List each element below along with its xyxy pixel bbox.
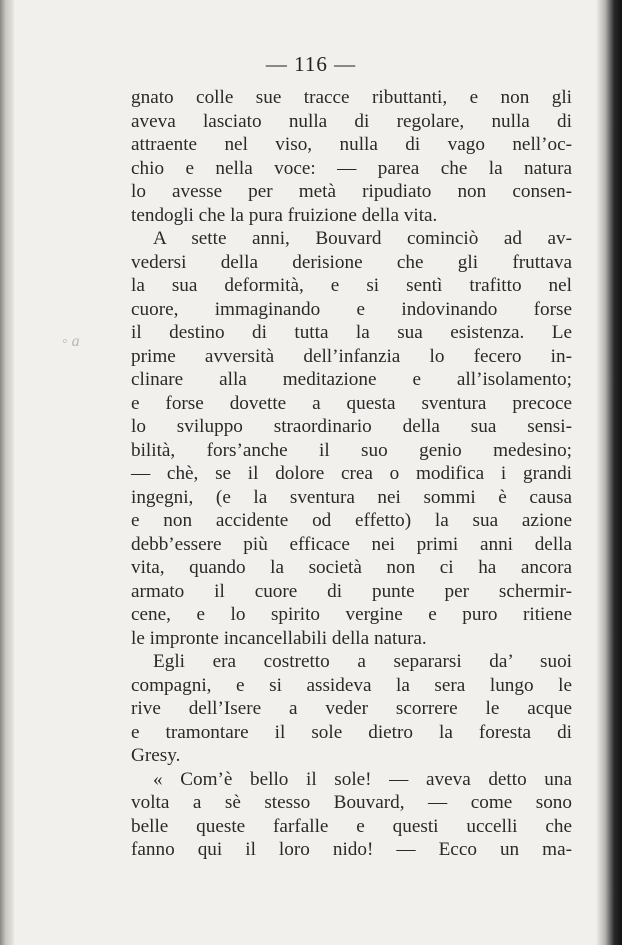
text-line: Egli era costretto a separarsi da’ suoi	[153, 651, 572, 672]
text-line: bilità, fors’anche il suo genio medesino;	[131, 439, 572, 461]
text-line: « Com’è bello il sole! — aveva detto una	[153, 768, 572, 790]
text-line: il destino di tutta la sua esistenza. Le	[131, 322, 572, 343]
text-line: lo avesse per metà ripudiato non consen-	[131, 181, 572, 202]
text-line: cene, e lo spirito vergine e puro ritiene	[131, 604, 572, 625]
text-line: — chè, se il dolore crea o modifica i grandi	[131, 463, 572, 484]
page-left-edge	[0, 0, 14, 945]
text-line: ingegni, (e la sventura nei sommi è causa	[131, 486, 572, 508]
text-line: le impronte incancellabili della natura.	[131, 627, 427, 649]
text-line: belle queste farfalle e questi uccelli che	[131, 815, 572, 837]
text-line: attraente nel viso, nulla di vago nell’oc-	[131, 134, 572, 155]
text-line: la sua deformità, e si sentì trafitto nel	[131, 275, 572, 296]
text-line: A sette anni, Bouvard cominciò ad av-	[153, 228, 572, 249]
text-line: e non accidente od effetto) la sua azione	[131, 510, 572, 531]
text-line: aveva lasciato nulla di regolare, nulla di	[131, 110, 572, 132]
text-line: debb’essere più efficace nei primi anni della	[131, 533, 572, 555]
text-line: prime avversità dell’infanzia lo fecero in-	[131, 345, 572, 367]
text-line: fanno qui il loro nido! — Ecco un ma-	[131, 839, 572, 860]
text-line: e tramontare il sole dietro la foresta di	[131, 721, 572, 743]
text-line: cuore, immaginando e indovinando forse	[131, 298, 572, 320]
text-line: gnato colle sue tracce ributtanti, e non gli	[131, 87, 572, 108]
text-line: lo sviluppo straordinario della sua sensi-	[131, 416, 572, 437]
text-line: volta a sè stesso Bouvard, — come sono	[131, 792, 572, 813]
text-line: compagni, e si assideva la sera lungo le	[131, 674, 572, 696]
margin-pencil-mark: ◦ a	[62, 333, 80, 350]
text-line: rive dell’Isere a veder scorrere le acque	[131, 698, 572, 719]
text-line: Gresy.	[131, 745, 181, 766]
binding-gutter-shadow	[596, 0, 622, 945]
text-line: chio e nella voce: — parea che la natura	[131, 157, 572, 179]
page-number: — 116 —	[265, 52, 357, 76]
text-line: clinare alla meditazione e all’isolamento;	[131, 369, 572, 390]
body-text	[131, 86, 572, 862]
text-line: tendogli che la pura fruizione della vita.	[131, 204, 438, 226]
text-line: vita, quando la società non ci ha ancora	[131, 557, 572, 578]
text-line: vedersi della derisione che gli fruttava	[131, 251, 572, 273]
text-line: armato il cuore di punte per schermir-	[131, 580, 572, 602]
text-line: e forse dovette a questa sventura precoce	[131, 392, 572, 414]
